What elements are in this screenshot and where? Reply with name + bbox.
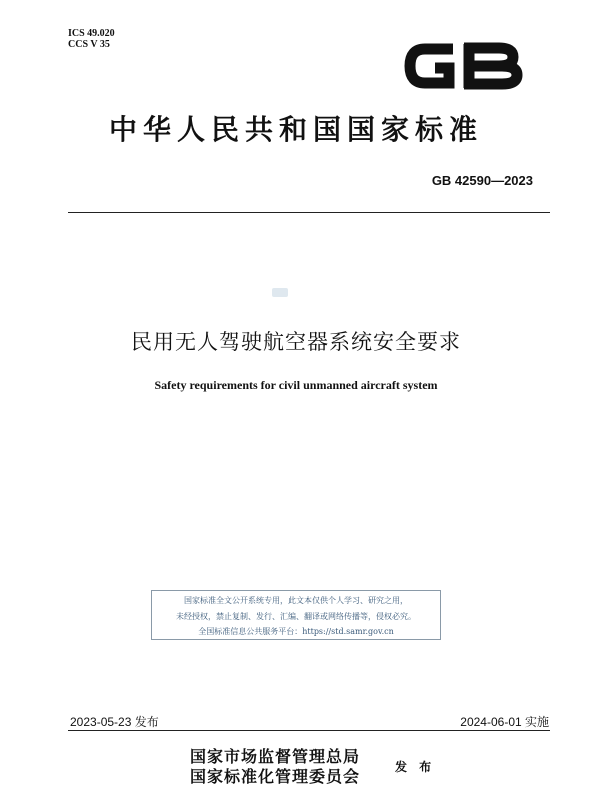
notice-line-1: 国家标准全文公开系统专用，此文本仅供个人学习、研究之用， — [184, 596, 408, 605]
implementation-date: 2024-06-01 实施 — [460, 715, 549, 729]
notice-line-2: 未经授权，禁止复制、发行、汇编、翻译或网络传播等，侵权必究。 — [176, 611, 416, 621]
standard-number: GB 42590—2023 — [431, 173, 533, 188]
english-title: Safety requirements for civil unmanned aircraft system — [154, 378, 438, 392]
chinese-title: 民用无人驾驶航空器系统安全要求 — [131, 330, 461, 354]
ccs-code: CCS V 35 — [68, 39, 110, 50]
top-divider — [68, 212, 550, 213]
publish-label: 发 布 — [395, 760, 436, 774]
gb-logo — [401, 35, 525, 97]
issuer-line-2: 国家标准化管理委员会 — [190, 767, 361, 786]
copyright-notice-box — [151, 590, 441, 640]
bottom-divider — [68, 730, 550, 731]
classification-codes — [68, 28, 115, 50]
notice-line-3[interactable]: 全国标准信息公共服务平台：https://std.samr.gov.cn — [198, 627, 394, 636]
ics-code: ICS 49.020 — [68, 28, 115, 39]
issue-date: 2023-05-23 发布 — [70, 715, 159, 729]
issuer-line-1: 国家市场监督管理总局 — [190, 747, 361, 766]
watermark-mark — [272, 288, 288, 297]
issuing-authorities — [190, 747, 360, 787]
standard-title: 中华人民共和国国家标准 — [108, 113, 483, 146]
